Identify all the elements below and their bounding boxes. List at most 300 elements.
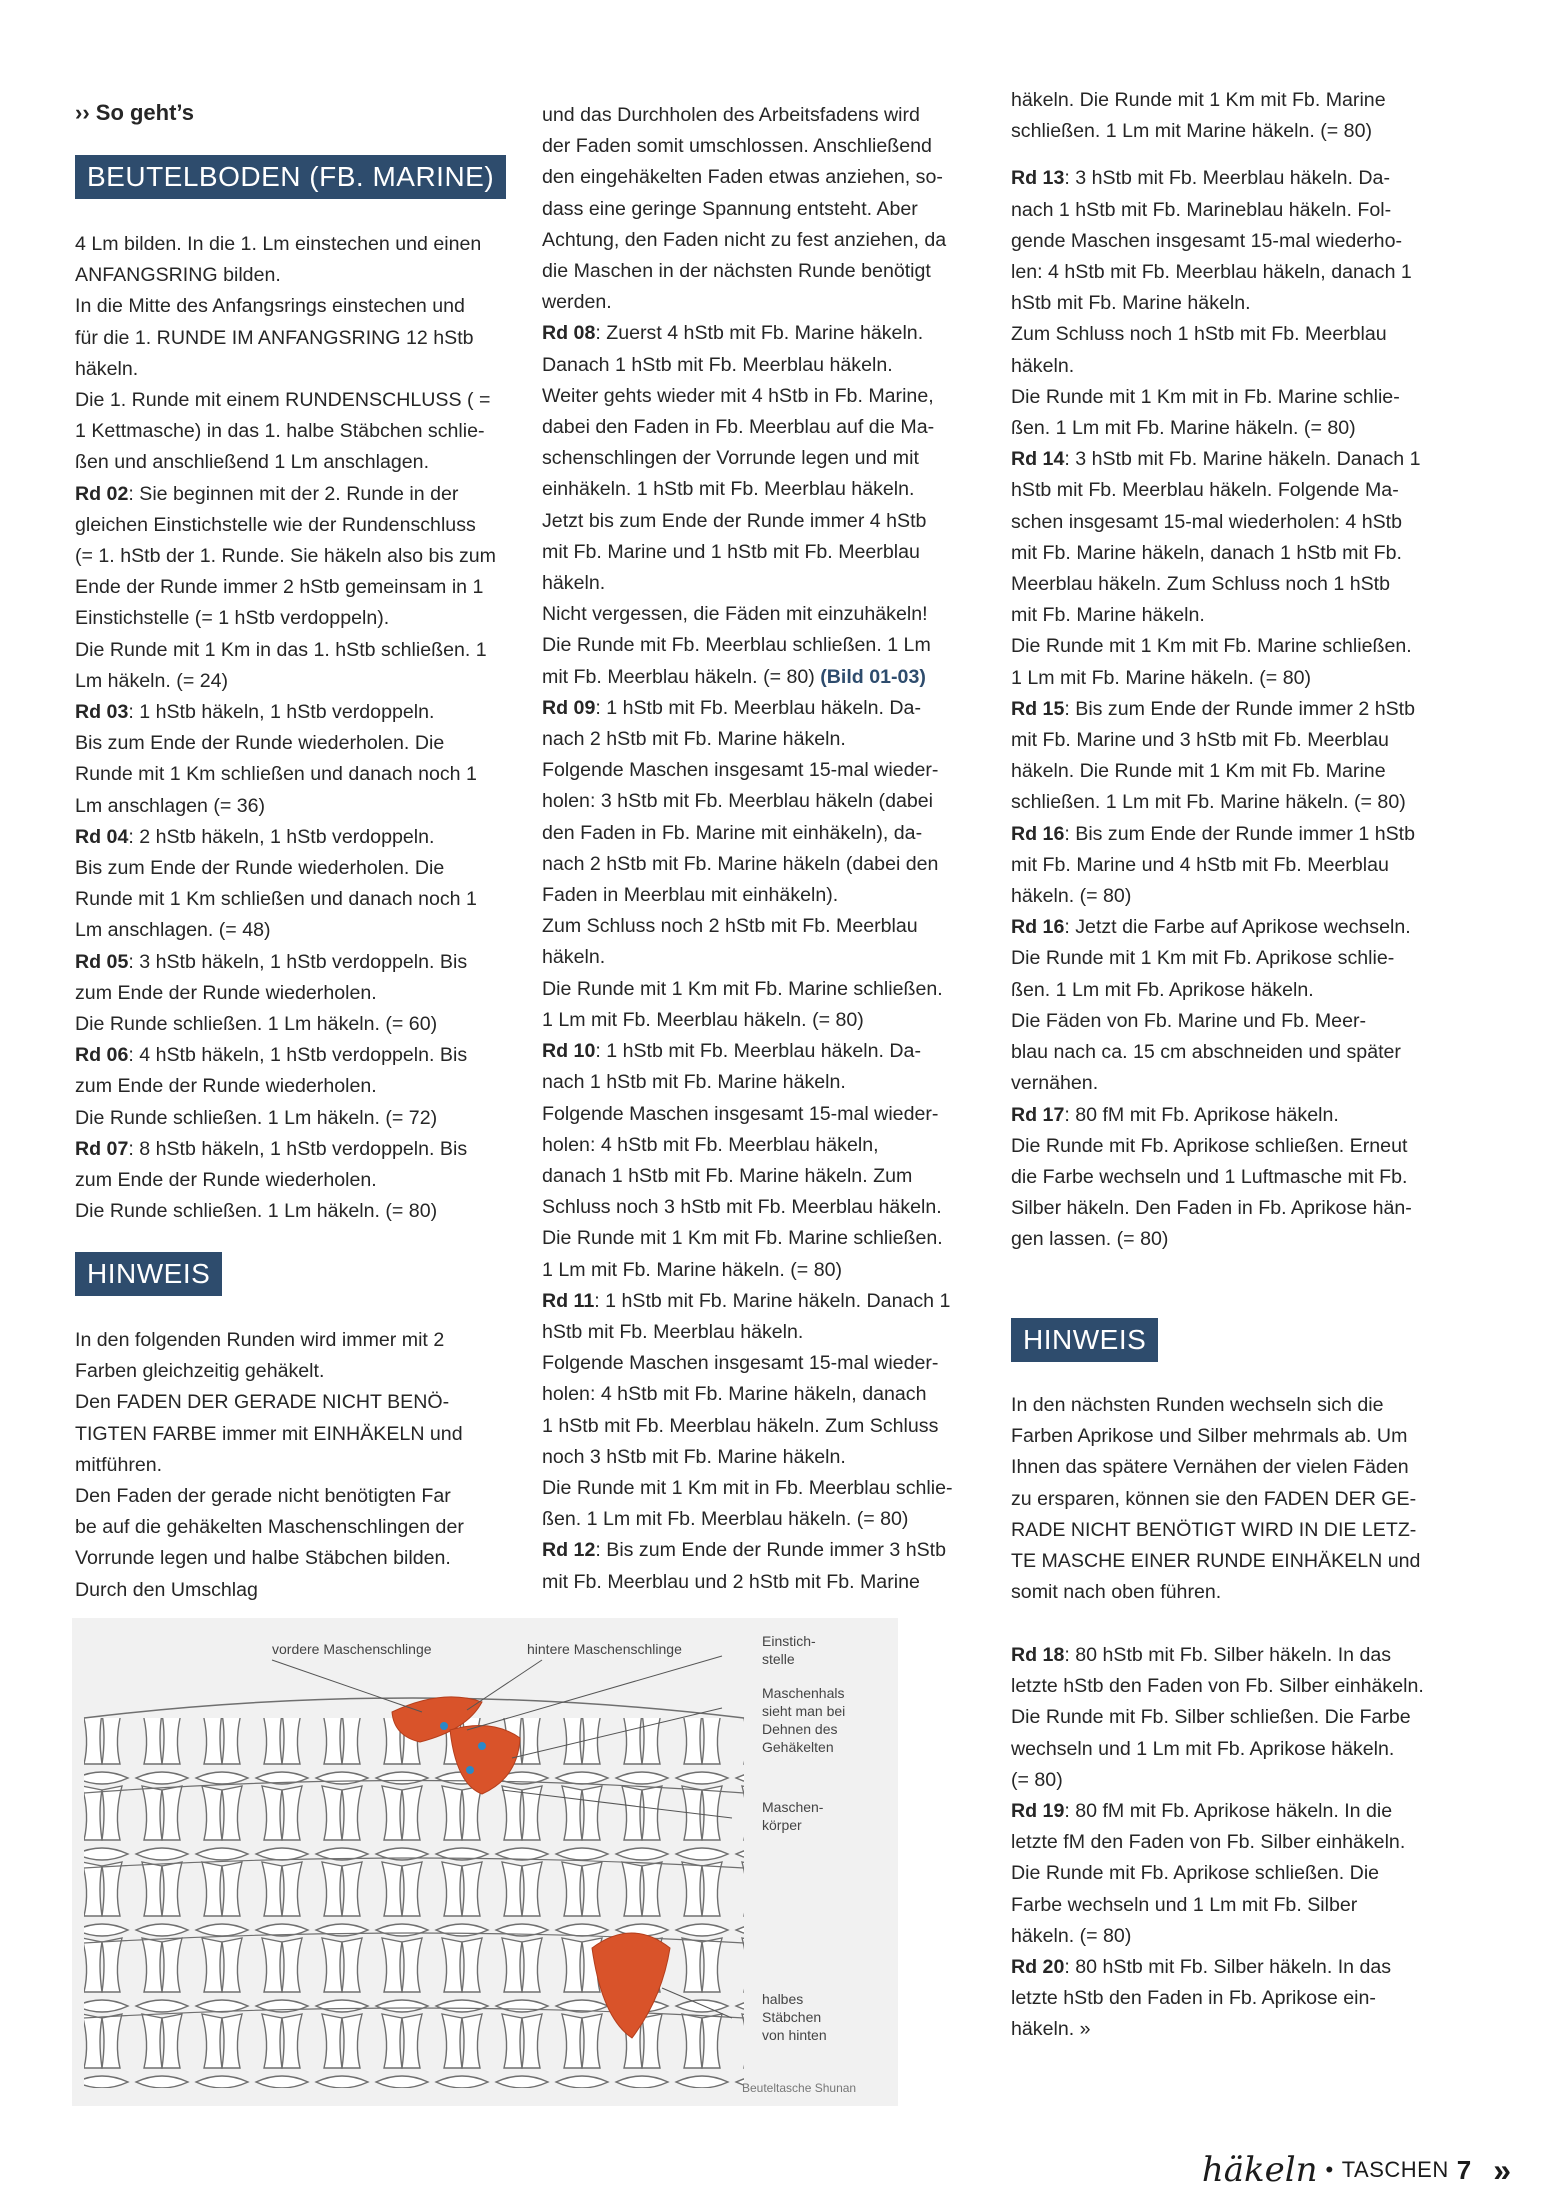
column-3-rounds-18-20 [1011,1640,1451,2046]
line-text: In die Mitte des Anfangsrings einstechen und [75,295,465,318]
text-line [542,1379,980,1410]
line-text: : Bis zum Ende der Runde immer 1 hStb [1064,822,1416,845]
line-text: ßen. 1 Lm mit Fb. Aprikose häkeln. [1011,978,1314,1001]
line-text: mit Fb. Marine häkeln. [1011,604,1205,627]
round-label: Rd 08 [542,322,596,345]
text-line [542,1255,980,1286]
text-line [75,728,511,759]
line-text: holen: 4 hStb mit Fb. Marine häkeln, danach [542,1383,927,1406]
text-line [1011,1890,1451,1921]
round-label: Rd 14 [1011,448,1065,471]
text-line [75,572,511,603]
line-text: TE MASCHE EINER RUNDE EINHÄKELN und [1011,1550,1421,1573]
text-line [1011,195,1451,226]
line-text: den Faden in Fb. Marine mit einhäkeln), da- [542,821,923,844]
text-line [1011,538,1451,569]
line-text: : 3 hStb mit Fb. Meerblau häkeln. Da- [1064,167,1390,190]
text-line [75,1512,511,1543]
text-line [1011,163,1451,194]
footer-dot: • [1325,2157,1334,2182]
text-line [542,1192,980,1223]
line-text: Die Runde schließen. 1 Lm häkeln. (= 72) [75,1106,438,1129]
text-line [542,1099,980,1130]
round-label: Rd 16 [1011,822,1065,845]
line-text: werden. [542,291,612,314]
line-text: Ihnen das spätere Vernähen der vielen Fäden [1011,1456,1409,1479]
label-halbe-2: Stäbchen [762,2009,822,2025]
line-text: Die Runde mit Fb. Aprikose schließen. Die [1011,1862,1380,1885]
column-1 [75,229,511,1228]
text-line [75,1450,511,1481]
next-page-chevron: » [1493,2151,1511,2188]
text-line [542,256,980,287]
text-line [1011,288,1451,319]
text-line [75,1543,511,1574]
text-line [542,568,980,599]
text-line [75,1387,511,1418]
line-text: zu ersparen, können sie den FADEN DER GE- [1011,1487,1417,1510]
title-box: BEUTELBODEN (FB. MARINE) [75,155,506,199]
line-text: Die Runde mit Fb. Silber schließen. Die Farbe [1011,1706,1411,1729]
line-text: Zum Schluss noch 1 hStb mit Fb. Meerblau [1011,323,1387,346]
line-text: : 80 hStb mit Fb. Silber häkeln. In das [1064,1956,1392,1979]
text-line [75,853,511,884]
line-text: letzte hStb den Faden in Fb. Aprikose ein- [1011,1987,1376,2010]
text-line [75,416,511,447]
line-text: mit Fb. Meerblau häkeln. (= 80) [542,665,821,688]
section-heading: ›› So geht’s [75,100,194,125]
line-text: Den Faden der gerade nicht benötigten Far [75,1485,451,1508]
line-text: Die Runde schließen. 1 Lm häkeln. (= 80) [75,1200,438,1223]
text-line [75,291,511,322]
text-line [75,947,511,978]
text-line [1011,1224,1451,1255]
line-text: In den folgenden Runden wird immer mit 2 [75,1329,445,1351]
line-text: (= 80) [1011,1768,1063,1791]
text-line [1011,1671,1451,1702]
text-line [1011,1131,1451,1162]
line-text: Die Runde mit 1 Km mit Fb. Marine schließen. [542,977,943,1000]
text-line [75,1040,511,1071]
round-label: Rd 03 [75,701,129,724]
text-line [542,1348,980,1379]
line-text: dabei den Faden in Fb. Meerblau auf die Ma- [542,416,935,439]
line-text: In den nächsten Runden wechseln sich die [1011,1394,1384,1416]
text-line [542,194,980,225]
label-einstich-1: Einstich- [762,1633,816,1649]
line-text: hStb mit Fb. Meerblau häkeln. [542,1320,804,1343]
text-line [75,1071,511,1102]
line-text: Nicht vergessen, die Fäden mit einzuhäkeln! [542,603,928,626]
line-text: Einstichstelle (= 1 hStb verdoppeln). [75,607,390,630]
text-line [75,1575,511,1606]
line-text: nach 2 hStb mit Fb. Marine häkeln (dabei den [542,852,939,875]
line-text: Silber häkeln. Den Faden in Fb. Aprikose hän- [1011,1197,1412,1220]
text-line [542,1535,980,1566]
line-text: Folgende Maschen insgesamt 15-mal wieder- [542,1352,939,1375]
line-text: vernähen. [1011,1072,1099,1095]
line-text: häkeln. [75,357,139,380]
line-text: Die Runde schließen. 1 Lm häkeln. (= 60) [75,1013,438,1036]
text-line [1011,1068,1451,1099]
line-text: nach 1 hStb mit Fb. Marine häkeln. [542,1071,846,1094]
text-line [542,630,980,661]
line-text: die Maschen in der nächsten Runde benötigt [542,260,931,283]
line-text: Achtung, den Faden nicht zu fest anziehen, da [542,228,947,251]
text-line [542,1161,980,1192]
text-line [542,1067,980,1098]
text-line [1011,1983,1451,2014]
line-text: Faden in Meerblau mit einhäkeln). [542,884,839,907]
line-text: : 1 hStb mit Fb. Meerblau häkeln. Da- [595,1040,921,1063]
line-text: Die 1. Runde mit einem RUNDENSCHLUSS ( = [75,389,491,412]
text-line [75,603,511,634]
line-text: schenschlingen der Vorrunde legen und mit [542,447,919,470]
line-text: letzte fM den Faden von Fb. Silber einhäkeln. [1011,1831,1406,1854]
line-text: häkeln. [542,572,606,595]
text-line [542,1504,980,1535]
line-text: blau nach ca. 15 cm abschneiden und später [1011,1041,1401,1064]
line-text: Lm anschlagen. (= 48) [75,919,271,942]
text-line [1011,85,1451,116]
text-line [542,662,980,693]
line-text: mit Fb. Marine häkeln, danach 1 hStb mit Fb. [1011,541,1402,564]
label-hals-3: Dehnen des [762,1721,838,1737]
text-line [542,755,980,786]
text-line [542,1223,980,1254]
text-line [75,1134,511,1165]
text-line [542,1567,980,1598]
text-line [542,599,980,630]
text-line [542,786,980,817]
label-halbe-3: von hinten [762,2027,827,2043]
text-line [542,693,980,724]
line-text: Die Fäden von Fb. Marine und Fb. Meer- [1011,1009,1367,1032]
text-line [1011,1452,1451,1483]
line-text: wechseln und 1 Lm mit Fb. Aprikose häkeln. [1011,1737,1395,1760]
line-text: ßen. 1 Lm mit Fb. Meerblau häkeln. (= 80) [542,1508,909,1531]
text-line [75,229,511,260]
column-3 [1011,85,1451,1256]
text-line [542,506,980,537]
text-line [75,697,511,728]
text-line [542,911,980,942]
line-text: Farben Aprikose und Silber mehrmals ab. Um [1011,1425,1408,1448]
line-text: Runde mit 1 Km schließen und danach noch 1 [75,888,477,911]
line-text: : Jetzt die Farbe auf Aprikose wechseln. [1064,916,1411,939]
line-text: 1 hStb mit Fb. Meerblau häkeln. Zum Schluss [542,1414,939,1437]
stitch-diagram-svg [72,1618,898,2106]
line-text: : 2 hStb häkeln, 1 hStb verdoppeln. [128,825,435,848]
line-text: 1 Kettmasche) in das 1. halbe Stäbchen schlie- [75,420,485,443]
line-text: Lm anschlagen (= 36) [75,794,266,817]
text-line [1011,1162,1451,1193]
text-line [1011,413,1451,444]
label-hintere: hintere Maschenschlinge [527,1641,682,1657]
line-text: Folgende Maschen insgesamt 15-mal wieder- [542,1102,939,1125]
text-line [542,474,980,505]
line-text: : Bis zum Ende der Runde immer 3 hStb [595,1539,947,1562]
text-line [75,354,511,385]
text-line [1011,912,1451,943]
text-line [542,974,980,1005]
text-line [1011,1515,1451,1546]
line-text: be auf die gehäkelten Maschenschlingen der [75,1516,464,1539]
text-line [1011,943,1451,974]
line-text: nach 2 hStb mit Fb. Marine häkeln. [542,728,846,751]
text-line [1011,1037,1451,1068]
text-line [75,541,511,572]
text-line [75,791,511,822]
text-line [542,318,980,349]
text-line [1011,257,1451,288]
text-line [75,1419,511,1450]
line-text: Die Runde mit 1 Km mit Fb. Marine schließen. [542,1227,943,1250]
line-text: : 8 hStb häkeln, 1 hStb verdoppeln. Bis [128,1137,468,1160]
line-text: : Zuerst 4 hStb mit Fb. Marine häkeln. [595,322,924,345]
round-label: Rd 20 [1011,1956,1065,1979]
text-line [542,537,980,568]
line-text: (= 1. hStb der 1. Runde. Sie häkeln also bis zum [75,545,496,568]
line-text: Die Runde mit 1 Km mit Fb. Aprikose schlie- [1011,947,1395,970]
line-text: der Faden somit umschlossen. Anschließend [542,135,932,158]
line-text: somit nach oben führen. [1011,1581,1222,1604]
text-line [75,1356,511,1387]
round-label: Rd 02 [75,482,129,505]
text-line [1011,351,1451,382]
text-line [75,666,511,697]
text-line [542,412,980,443]
column-2 [542,100,980,1598]
line-text: ßen und anschließend 1 Lm anschlagen. [75,451,430,474]
text-line [1011,725,1451,756]
round-label: Rd 04 [75,825,129,848]
text-line [1011,1827,1451,1858]
line-text: und das Durchholen des Arbeitsfadens wird [542,104,920,126]
line-text: : 80 hStb mit Fb. Silber häkeln. In das [1064,1644,1392,1666]
label-hals-4: Gehäkelten [762,1739,834,1755]
text-line [1011,1765,1451,1796]
text-line [1011,319,1451,350]
text-line [542,880,980,911]
text-line [542,131,980,162]
line-text: Farbe wechseln und 1 Lm mit Fb. Silber [1011,1893,1358,1916]
line-text: ANFANGSRING bilden. [75,264,281,287]
label-halbe-1: halbes [762,1991,804,2007]
text-line [542,1473,980,1504]
text-line [542,350,980,381]
round-label: Rd 15 [1011,697,1065,720]
line-text: Den FADEN DER GERADE NICHT BENÖ- [75,1391,450,1414]
text-line [1011,1952,1451,1983]
line-text: Schluss noch 3 hStb mit Fb. Meerblau häkeln. [542,1196,942,1219]
text-line [1011,1484,1451,1515]
text-line [1011,569,1451,600]
label-hals-1: Maschenhals [762,1685,845,1701]
line-text: den eingehäkelten Faden etwas anziehen, so- [542,166,943,189]
label-vordere: vordere Maschenschlinge [272,1641,432,1657]
text-line [1011,631,1451,662]
round-label: Rd 10 [542,1040,596,1063]
stitch-rows [84,1718,744,2088]
text-line [1011,881,1451,912]
text-line [1011,1796,1451,1827]
text-line [1011,507,1451,538]
line-text: hStb mit Fb. Meerblau häkeln. Folgende Ma- [1011,479,1399,502]
text-line [1011,1006,1451,1037]
line-text: häkeln. Die Runde mit 1 Km mit Fb. Marine [1011,760,1386,783]
text-line [1011,1858,1451,1889]
text-line [542,1130,980,1161]
text-line [1011,1421,1451,1452]
figure-credit: Beuteltasche Shunan [742,2081,857,2095]
column-1-hinweis-text [75,1325,511,1606]
line-text: : 4 hStb häkeln, 1 hStb verdoppeln. Bis [128,1044,468,1067]
line-text: holen: 3 hStb mit Fb. Meerblau häkeln (dabei [542,790,934,813]
line-text: häkeln. (= 80) [1011,885,1132,908]
text-line [1011,1577,1451,1608]
line-text: Lm häkeln. (= 24) [75,669,229,692]
line-text: hStb mit Fb. Marine häkeln. [1011,292,1251,315]
line-text: Zum Schluss noch 2 hStb mit Fb. Meerblau [542,915,918,938]
page-footer [1202,2147,1511,2193]
image-reference: (Bild 01-03) [820,665,926,688]
round-label: Rd 17 [1011,1103,1065,1126]
text-line [75,635,511,666]
text-line [1011,1390,1451,1421]
line-text: 1 Lm mit Fb. Marine häkeln. (= 80) [1011,666,1312,689]
line-text: : 1 hStb häkeln, 1 hStb verdoppeln. [128,701,435,724]
text-line [542,724,980,755]
text-line [542,849,980,880]
text-line [75,884,511,915]
round-label: Rd 09 [542,696,596,719]
round-label: Rd 05 [75,950,129,973]
line-text: die Farbe wechseln und 1 Luftmasche mit Fb. [1011,1165,1408,1188]
text-line [1011,1546,1451,1577]
line-text: Runde mit 1 Km schließen und danach noch 1 [75,763,477,786]
text-line [542,1286,980,1317]
round-label: Rd 19 [1011,1800,1065,1823]
text-line [1011,2014,1451,2045]
label-koerper-1: Maschen- [762,1799,824,1815]
text-line [1011,1921,1451,1952]
round-label: Rd 12 [542,1539,596,1562]
line-text: Meerblau häkeln. Zum Schluss noch 1 hStb [1011,573,1391,596]
line-text: : 80 fM mit Fb. Aprikose häkeln. In die [1064,1800,1393,1823]
text-line [75,260,511,291]
text-line [1011,444,1451,475]
text-line [1011,1193,1451,1224]
text-line [75,1165,511,1196]
text-line [542,162,980,193]
line-text: Jetzt bis zum Ende der Runde immer 4 hStb [542,509,927,532]
line-text: Die Runde mit 1 Km mit Fb. Marine schließen. [1011,635,1412,658]
line-text: danach 1 hStb mit Fb. Marine häkeln. Zum [542,1164,913,1187]
line-text: ßen. 1 Lm mit Fb. Marine häkeln. (= 80) [1011,417,1356,440]
line-text: Weiter gehts wieder mit 4 hStb in Fb. Marine, [542,384,934,407]
text-line [75,510,511,541]
line-text: dass eine geringe Spannung entsteht. Aber [542,197,918,220]
line-text: mit Fb. Marine und 3 hStb mit Fb. Meerblau [1011,729,1389,752]
round-label: Rd 16 [1011,916,1065,939]
line-text: zum Ende der Runde wiederholen. [75,1169,377,1192]
footer-section: TASCHEN [1341,2157,1449,2182]
line-text: TIGTEN FARBE immer mit EINHÄKELN und [75,1422,463,1445]
line-text: Bis zum Ende der Runde wiederholen. Die [75,857,445,880]
text-line [1011,756,1451,787]
page-number: 7 [1456,2154,1472,2185]
text-line [1011,694,1451,725]
round-label: Rd 06 [75,1044,129,1067]
text-line [1011,382,1451,413]
text-line [1011,975,1451,1006]
text-line [1011,787,1451,818]
line-text: zum Ende der Runde wiederholen. [75,981,377,1004]
hinweis-box-2: HINWEIS [1011,1318,1158,1362]
text-line [75,1481,511,1512]
round-label: Rd 13 [1011,167,1065,190]
text-line [542,942,980,973]
text-line [542,287,980,318]
text-line [75,1325,511,1356]
label-koerper-2: körper [762,1817,802,1833]
text-line [542,100,980,131]
line-text: Bis zum Ende der Runde wiederholen. Die [75,732,445,755]
text-line [75,1196,511,1227]
line-text: schen insgesamt 15-mal wiederholen: 4 hStb [1011,510,1403,533]
text-line [542,1317,980,1348]
line-text: Vorrunde legen und halbe Stäbchen bilden. [75,1547,451,1570]
text-line [1011,819,1451,850]
brand-logo: häkeln [1201,2150,1318,2190]
line-text: häkeln. [542,946,606,969]
line-text: gende Maschen insgesamt 15-mal wiederho- [1011,229,1402,252]
text-line [75,385,511,416]
line-text: 1 Lm mit Fb. Marine häkeln. (= 80) [542,1258,843,1281]
text-line [1011,1734,1451,1765]
round-label: Rd 07 [75,1137,129,1160]
line-text: : 3 hStb häkeln, 1 hStb verdoppeln. Bis [128,950,468,973]
stitch-diagram [72,1618,898,2106]
line-text: mit Fb. Marine und 1 hStb mit Fb. Meerblau [542,540,920,563]
text-line [1011,600,1451,631]
text-line [75,447,511,478]
line-text: : 80 fM mit Fb. Aprikose häkeln. [1064,1103,1339,1126]
line-text: Die Runde mit Fb. Aprikose schließen. Erneut [1011,1134,1408,1157]
text-line [542,1411,980,1442]
text-line [1011,663,1451,694]
text-line [75,323,511,354]
line-text: 4 Lm bilden. In die 1. Lm einstechen und einen [75,233,482,255]
line-text: Die Runde mit 1 Km mit in Fb. Marine schlie- [1011,385,1400,408]
line-text: schließen. 1 Lm mit Fb. Marine häkeln. (= 80) [1011,791,1406,814]
line-text: Farben gleichzeitig gehäkelt. [75,1360,325,1383]
line-text: : 1 hStb mit Fb. Marine häkeln. Danach 1 [594,1289,951,1312]
line-text: : Sie beginnen mit der 2. Runde in der [128,482,459,505]
line-text: gleichen Einstichstelle wie der Rundenschluss [75,513,476,536]
line-text: Die Runde mit Fb. Meerblau schließen. 1 Lm [542,634,931,657]
line-text: letzte hStb den Faden von Fb. Silber einhäkeln. [1011,1675,1424,1698]
line-text: noch 3 hStb mit Fb. Marine häkeln. [542,1445,846,1468]
text-line [1011,1702,1451,1733]
text-line [75,759,511,790]
line-text: häkeln. [1011,354,1075,377]
hinweis-box-1: HINWEIS [75,1252,222,1296]
line-text: häkeln. » [1011,2018,1091,2041]
line-text: RADE NICHT BENÖTIGT WIRD IN DIE LETZ- [1011,1518,1417,1541]
line-text: häkeln. (= 80) [1011,1924,1132,1947]
